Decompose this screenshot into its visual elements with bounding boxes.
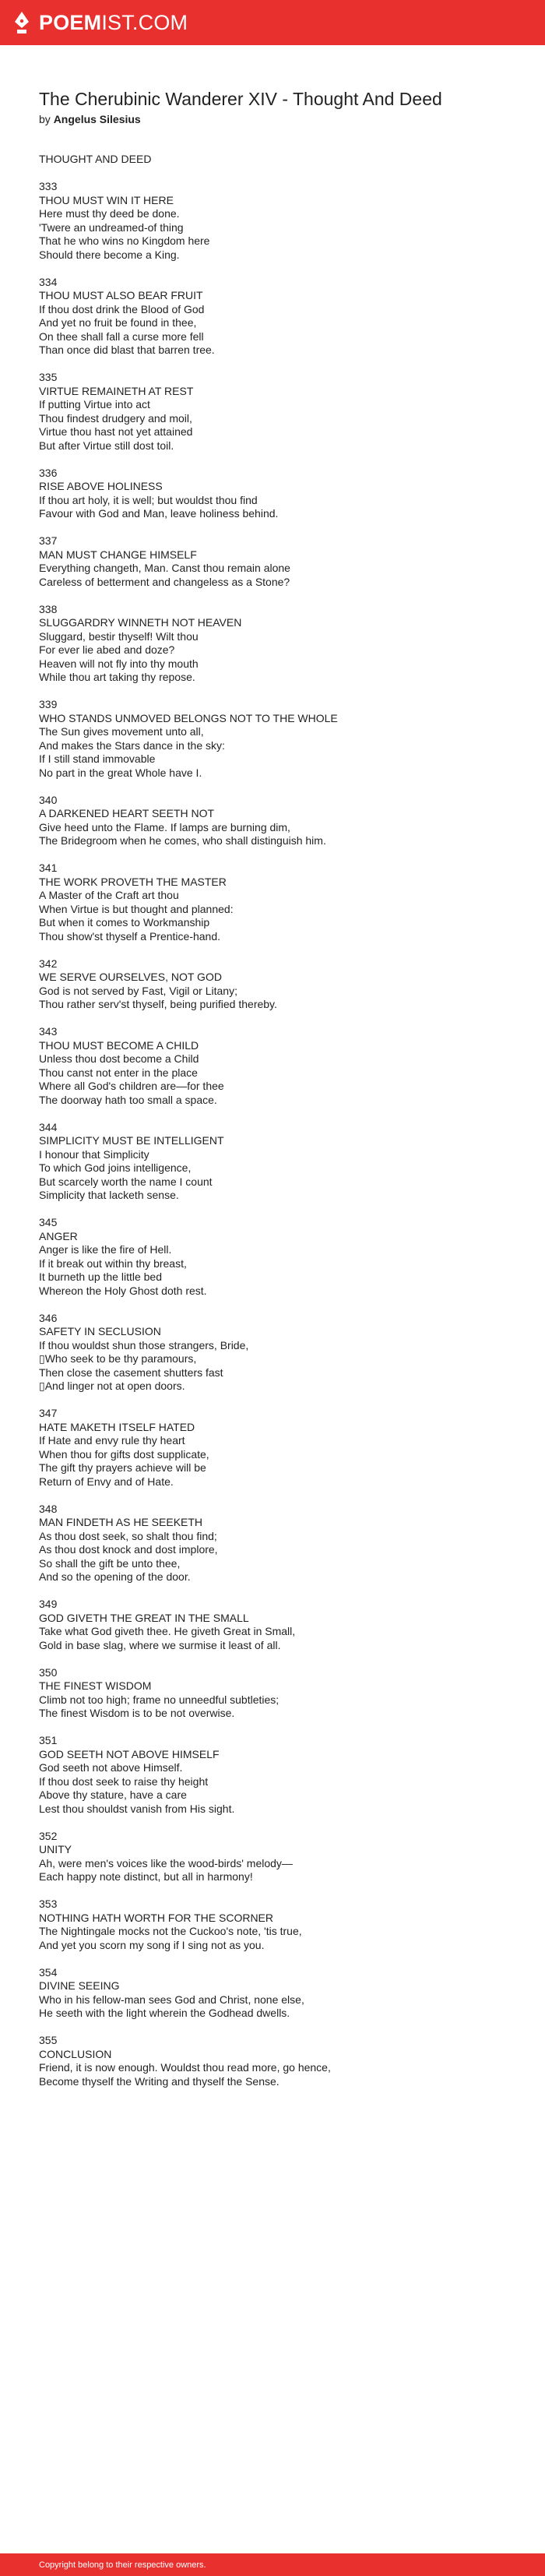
section-number: 350 (39, 1665, 58, 1679)
section-number: 353 (39, 1898, 58, 1910)
poem-line: Who in his fellow-man sees God and Christ, none else, (39, 1993, 304, 2006)
poem-section (39, 1966, 522, 2021)
logo-bold-text: POEM (39, 10, 102, 34)
section-title: ANGER (39, 1229, 78, 1242)
section-number: 334 (39, 275, 58, 288)
poem-line: If I still stand immovable (39, 752, 156, 765)
section-number: 343 (39, 1025, 58, 1038)
poem-line: To which God joins intelligence, (39, 1161, 192, 1174)
section-title: THE FINEST WISDOM (39, 1679, 152, 1692)
poem-line: God is not served by Fast, Vigil or Litany; (39, 984, 237, 997)
section-title: DIVINE SEEING (39, 1979, 120, 1992)
section-number: 340 (39, 793, 58, 806)
pen-nib-logo-icon[interactable] (12, 10, 31, 35)
author-link[interactable]: Angelus Silesius (53, 113, 141, 125)
poem-body (39, 153, 522, 2088)
logo-light-text: IST.COM (101, 10, 188, 34)
section-title: GOD GIVETH THE GREAT IN THE SMALL (39, 1611, 249, 1624)
poem-line: And yet no fruit be found in thee, (39, 316, 197, 329)
poem-line: And so the opening of the door. (39, 1570, 191, 1583)
poem-line: Simplicity that lacketh sense. (39, 1189, 179, 1201)
section-title: GOD SEETH NOT ABOVE HIMSELF (39, 1747, 220, 1760)
poem-line: He seeth with the light wherein the Godhead dwells. (39, 2007, 290, 2019)
poem-line: When thou for gifts dost supplicate, (39, 1447, 209, 1461)
section-number: 349 (39, 1598, 58, 1610)
poem-line: Everything changeth, Man. Canst thou remain alone (39, 562, 290, 574)
poem-line: For ever lie abed and doze? (39, 643, 175, 656)
poem-line: The gift thy prayers achieve will be (39, 1461, 206, 1474)
poem-line: The Bridegroom when he comes, who shall distinguish him. (39, 834, 326, 847)
poem-line: Friend, it is now enough. Wouldst thou read more, go hence, (39, 2061, 331, 2074)
poem-line: But scarcely worth the name I count (39, 1175, 213, 1188)
section-title: SAFETY IN SECLUSION (39, 1325, 161, 1337)
poem-line: I honour that Simplicity (39, 1147, 149, 1161)
poem-section (39, 1598, 522, 1652)
poem-heading: THOUGHT AND DEED (39, 153, 152, 165)
section-number: 351 (39, 1734, 58, 1746)
poem-line: If it break out within thy breast, (39, 1256, 187, 1270)
poem-line: And yet you scorn my song if I sing not as you. (39, 1938, 265, 1951)
poem-line: While thou art taking thy repose. (39, 671, 195, 683)
poem-line: Heaven will not fly into thy mouth (39, 657, 199, 670)
copyright-text: Copyright belong to their respective owners. (39, 2560, 206, 2570)
byline (39, 112, 522, 126)
poem-section (39, 534, 522, 589)
poem-section (39, 862, 522, 943)
poem-line: 'Twere an undreamed-of thing (39, 220, 184, 234)
poem-section (39, 1666, 522, 1721)
poem-section (39, 1503, 522, 1584)
poem-section (39, 957, 522, 1012)
poem-line: On thee shall fall a curse more fell (39, 329, 204, 343)
poem-line: If thou dost seek to raise thy height (39, 1774, 209, 1788)
section-number: 341 (39, 862, 58, 874)
poem-section (39, 1734, 522, 1816)
section-number: 355 (39, 2034, 58, 2046)
poem-line: Above thy stature, have a care (39, 1788, 187, 1801)
section-number: 335 (39, 371, 58, 383)
poem-line: As thou dost seek, so shalt thou find; (39, 1529, 217, 1542)
poem-line: Each happy note distinct, but all in harmony! (39, 1870, 253, 1883)
site-logo[interactable] (39, 12, 188, 33)
poem-line: Then close the casement shutters fast (39, 1366, 223, 1379)
poem-section (39, 1121, 522, 1203)
poem-line: The doorway hath too small a space. (39, 1093, 217, 1106)
poem-line: Ah, were men's voices like the wood-birds' melody— (39, 1856, 293, 1869)
section-number: 337 (39, 534, 58, 547)
poem-line: Than once did blast that barren tree. (39, 344, 215, 356)
poem-line: The finest Wisdom is to be not overwise. (39, 1707, 235, 1719)
poem-line: No part in the great Whole have I. (39, 766, 202, 779)
poem-line: Virtue thou hast not yet attained (39, 425, 193, 438)
poem-line: The Sun gives movement unto all, (39, 725, 204, 738)
section-title: VIRTUE REMAINETH AT REST (39, 384, 194, 397)
section-number: 338 (39, 602, 58, 615)
poem-section (39, 603, 522, 685)
poem-section (39, 1830, 522, 1884)
poem-line: God seeth not above Himself. (39, 1761, 183, 1774)
poem-section (39, 1025, 522, 1107)
poem-line: Here must thy deed be done. (39, 207, 180, 220)
poem-line: Take what God giveth thee. He giveth Great in Small, (39, 1625, 296, 1637)
poem-line: ▯Who seek to be thy paramours, (39, 1352, 197, 1365)
poem-section (39, 371, 522, 453)
poem-section (39, 276, 522, 358)
section-number: 346 (39, 1311, 58, 1324)
section-title: THOU MUST BECOME A CHILD (39, 1038, 199, 1052)
section-title: UNITY (39, 1843, 72, 1855)
poem-line: Thou canst not enter in the place (39, 1066, 198, 1079)
poem-line: Thou findest drudgery and moil, (39, 411, 192, 425)
section-title: CONCLUSION (39, 2047, 112, 2060)
poem-line: ▯And linger not at open doors. (39, 1380, 185, 1392)
poem-line: Whereon the Holy Ghost doth rest. (39, 1284, 207, 1297)
poem-line: Return of Envy and of Hate. (39, 1475, 174, 1488)
poem-section (39, 698, 522, 780)
poem-content (39, 87, 522, 2102)
poem-line: But when it comes to Workmanship (39, 916, 210, 929)
page-title: The Cherubinic Wanderer XIV - Thought And Deed (39, 89, 442, 109)
poem-line: So shall the gift be unto thee, (39, 1556, 181, 1570)
section-number: 333 (39, 180, 58, 192)
section-title: MAN MUST CHANGE HIMSELF (39, 548, 197, 561)
section-title: SIMPLICITY MUST BE INTELLIGENT (39, 1134, 224, 1147)
poem-line: Lest thou shouldst vanish from His sight. (39, 1802, 235, 1815)
section-title: NOTHING HATH WORTH FOR THE SCORNER (39, 1911, 273, 1924)
poem-section (39, 1898, 522, 1952)
section-title: SLUGGARDRY WINNETH NOT HEAVEN (39, 616, 242, 629)
section-number: 342 (39, 957, 58, 970)
section-title: A DARKENED HEART SEETH NOT (39, 807, 215, 819)
poem-line: Careless of betterment and changeless as a Stone? (39, 575, 290, 588)
section-number: 345 (39, 1216, 58, 1228)
poem-line: As thou dost knock and dost implore, (39, 1543, 218, 1556)
poem-section (39, 467, 522, 521)
poem-line: And makes the Stars dance in the sky: (39, 738, 225, 752)
poem-section (39, 2034, 522, 2088)
poem-line: Become thyself the Writing and thyself the Sense. (39, 2074, 280, 2088)
poem-line: Thou show'st thyself a Prentice-hand. (39, 929, 221, 943)
poem-line: Thou rather serv'st thyself, being purified thereby. (39, 998, 277, 1010)
poem-section (39, 794, 522, 848)
section-title: HATE MAKETH ITSELF HATED (39, 1420, 195, 1433)
section-number: 347 (39, 1407, 58, 1419)
section-title: THOU MUST WIN IT HERE (39, 193, 174, 206)
poem-line: A Master of the Craft art thou (39, 889, 179, 901)
poem-line: Should there become a King. (39, 248, 180, 261)
poem-line: But after Virtue still dost toil. (39, 439, 174, 452)
poem-line: It burneth up the little bed (39, 1270, 162, 1283)
poem-line: When Virtue is but thought and planned: (39, 902, 234, 915)
section-number: 354 (39, 1965, 58, 1979)
section-title: THE WORK PROVETH THE MASTER (39, 875, 227, 888)
section-number: 352 (39, 1829, 58, 1842)
poem-line: Where all God's children are—for thee (39, 1080, 224, 1092)
section-title: WE SERVE OURSELVES, NOT GOD (39, 971, 222, 983)
poem-line: Gold in base slag, where we surmise it least of all. (39, 1638, 281, 1651)
section-title: WHO STANDS UNMOVED BELONGS NOT TO THE WHOLE (39, 711, 338, 724)
poem-line: If thou dost drink the Blood of God (39, 302, 205, 315)
poem-line: If Hate and envy rule thy heart (39, 1434, 185, 1447)
poem-line: If putting Virtue into act (39, 398, 150, 411)
poem-line: The Nightingale mocks not the Cuckoo's note, 'tis true, (39, 1925, 302, 1937)
section-title: MAN FINDETH AS HE SEEKETH (39, 1516, 203, 1528)
section-number: 344 (39, 1120, 58, 1133)
section-number: 336 (39, 466, 58, 479)
section-number: 339 (39, 698, 58, 710)
poem-line: Favour with God and Man, leave holiness behind. (39, 507, 279, 520)
poem-line: Climb not too high; frame no unneedful subtleties; (39, 1693, 280, 1706)
section-number: 348 (39, 1502, 58, 1515)
poem-section (39, 1312, 522, 1394)
poem-line: If thou art holy, it is well; but wouldst thou find (39, 493, 258, 506)
poem-line: If thou wouldst shun those strangers, Bride, (39, 1338, 249, 1351)
poem-section (39, 180, 522, 262)
site-header (0, 0, 545, 45)
by-label: by (39, 113, 51, 125)
poem-line: That he who wins no Kingdom here (39, 234, 210, 247)
poem-line: Sluggard, bestir thyself! Wilt thou (39, 629, 199, 643)
section-title: THOU MUST ALSO BEAR FRUIT (39, 289, 203, 301)
poem-line: Give heed unto the Flame. If lamps are burning dim, (39, 820, 290, 833)
poem-section (39, 1216, 522, 1298)
site-footer (0, 2553, 545, 2576)
poem-section (39, 1407, 522, 1489)
poem-line: Anger is like the fire of Hell. (39, 1243, 172, 1256)
poem-line: Unless thou dost become a Child (39, 1052, 199, 1065)
section-title: RISE ABOVE HOLINESS (39, 480, 163, 492)
